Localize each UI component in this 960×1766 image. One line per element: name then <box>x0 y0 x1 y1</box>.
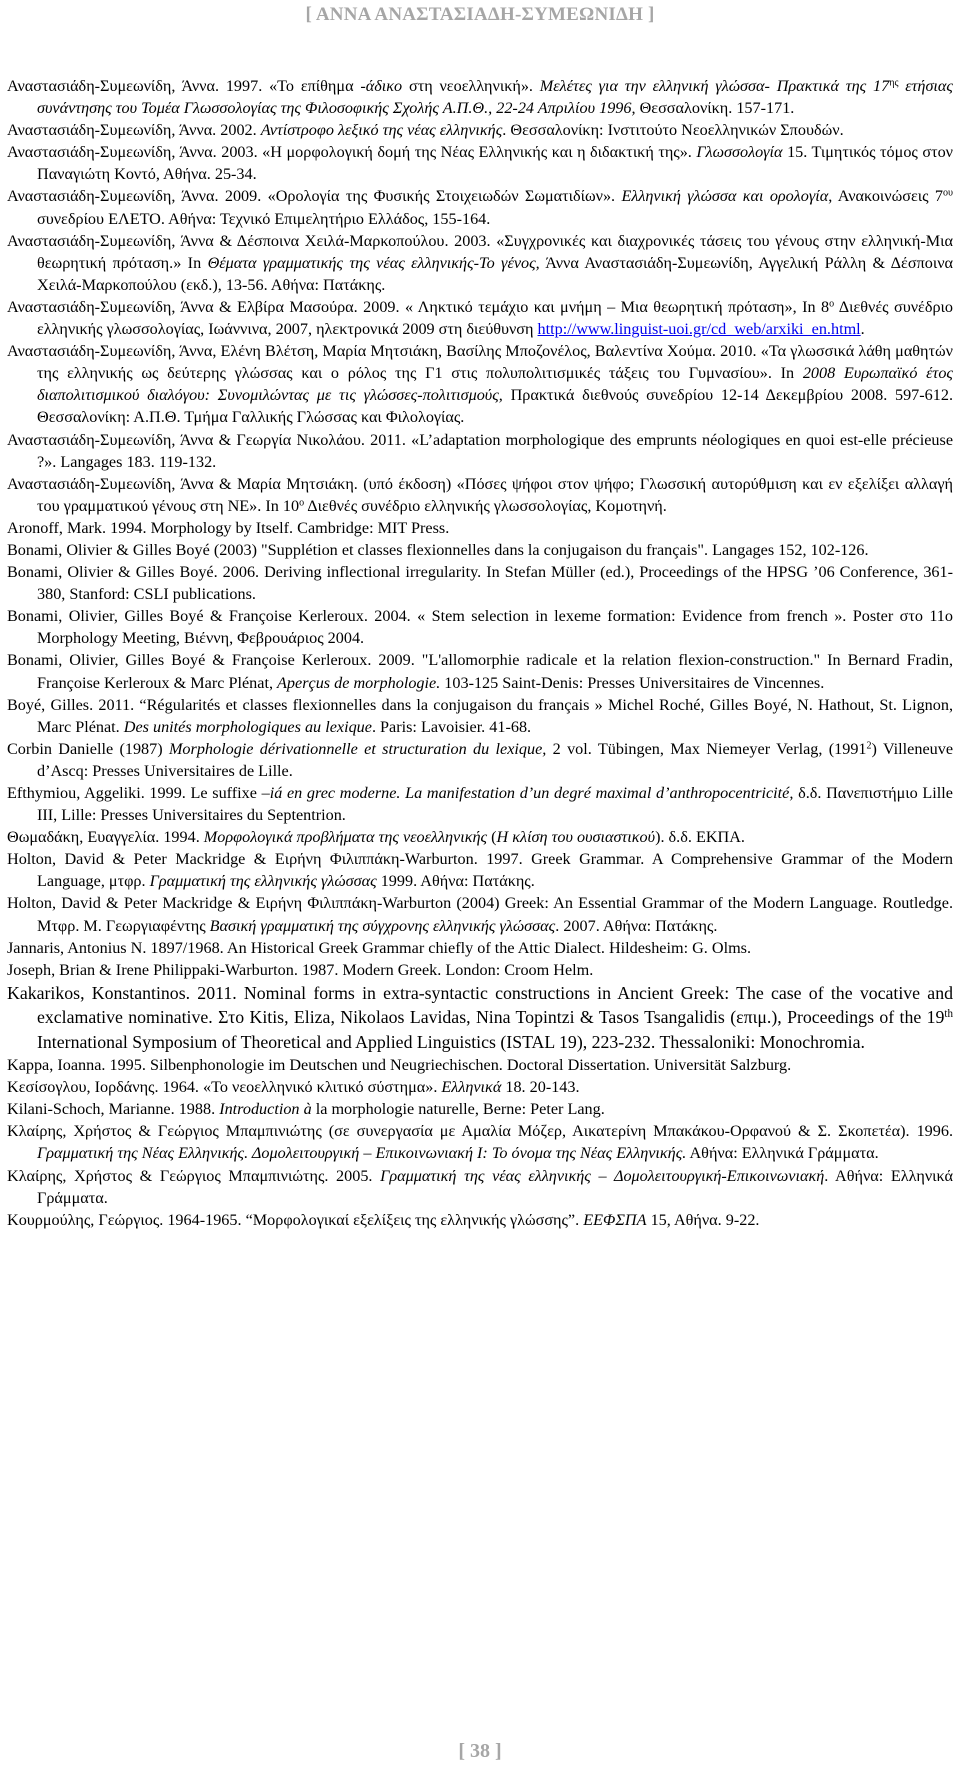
reference-text: Κλαίρης, Χρήστος & Γεώργιος Μπαμπινιώτης. 2005. <box>7 1166 381 1185</box>
reference-text: 18. 20-143. <box>501 1078 580 1097</box>
reference-entry <box>7 230 953 296</box>
reference-text: Αθήνα: Ελληνικά Γράμματα. <box>686 1144 879 1163</box>
reference-text: Aronoff, Mark. 1994. Morphology by Itself. Cambridge: MIT Press. <box>7 518 450 537</box>
reference-entry <box>7 517 953 539</box>
italic-text: Γραμματική της Νέας Ελληνικής. Δομολειτουργική – Επικοινωνιακή Ι: Το όνομα της Νέας Ελληνικής. <box>37 1144 687 1163</box>
reference-entry <box>7 605 953 649</box>
reference-text: Bonami, Olivier, Gilles Boyé & Françoise Kerleroux. 2004. « Stem selection in lexeme formation: Evidence from french ». Poster στο 11ο Morphology Meeting, Βιέννη, Φεβρουάριος 2004. <box>7 607 953 648</box>
italic-text: Ελληνική γλώσσα και ορολογία <box>621 187 829 206</box>
superscript-text: ου <box>942 187 953 199</box>
reference-text: . Paris: Lavoisier. 41-68. <box>371 717 532 736</box>
reference-text: Θωμαδάκη, Ευαγγελία. 1994. <box>7 828 204 847</box>
running-header: [ ΑΝΝΑ ΑΝΑΣΤΑΣΙΑΔΗ-ΣΥΜΕΩΝΙΔΗ ] <box>305 4 655 25</box>
reference-text: 2 vol. Tübingen, Max Niemeyer Verlag, (1991 <box>546 739 867 758</box>
reference-text: Αναστασιάδη-Συμεωνίδη, Άννα, Ελένη Βλέτση, Μαρία Μητσιάκη, Βασίλης Μποζονέλος, Βαλεντίνα Χούμα. 2010. «Τα γλωσσικά λάθη μαθητών της ελληνικής ως δεύτερης γλώσσας και ο ρόλος της Γ1 στις πολυπολιτισμικές τάξεις του Γυμνασίου». In <box>7 342 953 383</box>
superscript-text: 2 <box>866 740 872 752</box>
reference-text: Bonami, Olivier & Gilles Boyé. 2006. Deriving inflectional irregularity. In Stefan Müller (ed.), Proceedings of the HPSG ’06 Conference, 361-380, Stanford: CSLI publications. <box>7 563 953 604</box>
italic-text: –iá en grec moderne. La manifestation d’un degré maximal d’anthropocentricité, <box>261 784 794 802</box>
reference-text: δ.δ. Πανεπιστήμιο Lille III, Lille: Presses Universitaires du Septentrion. <box>37 784 953 825</box>
italic-text: Γλωσσολογία <box>696 143 783 162</box>
reference-entry <box>7 473 953 517</box>
reference-entry <box>7 649 953 693</box>
reference-text: Boyé, Gilles. 2011. “Régularités et classes flexionnelles dans la conjugaison du français » Michel Roché, Gilles Boyé, N. Hathout, St. Lignon, Marc Plénat. <box>7 695 953 736</box>
reference-entry <box>7 1054 953 1076</box>
reference-text: Joseph, Brian & Irene Philippaki-Warburton. 1987. Modern Greek. London: Croom Helm. <box>7 960 594 979</box>
italic-text: Ελληνικά <box>441 1078 502 1097</box>
reference-text: Kakarikos, Konstantinos. 2011. Nominal forms in extra-syntactic constructions in Ancient Greek: The case of the vocative and exclamative nominative. Στο Kitis, Eliza, Nikolaos Lavidas, Nina Topintzi & Tasos Tsangalidis (επιμ.), Proceedings of the 19 <box>7 982 953 1028</box>
italic-text: Βασική γραμματική της σύγχρονης ελληνικής γλώσσας <box>209 916 556 935</box>
reference-entry <box>7 1098 953 1120</box>
italic-text: Introduction à <box>219 1100 312 1119</box>
reference-text: , Ανακοινώσεις 7 <box>828 187 943 206</box>
reference-text: la morphologie naturelle, Berne: Peter Lang. <box>311 1100 605 1119</box>
reference-entry <box>7 937 953 959</box>
italic-text: Γραμματική της νέας ελληνικής – Δομολειτουργική-Επικοινωνιακή <box>380 1166 825 1185</box>
reference-text: ) Villeneuve d’Ascq: Presses Universitaires de Lille. <box>37 739 954 780</box>
reference-text: . Αθήνα: Ελληνικά Γράμματα. <box>37 1166 953 1207</box>
reference-text: 103-125 Saint-Denis: Presses Universitaires de Vincennes. <box>440 673 825 692</box>
italic-text: Μελέτες για την ελληνική γλώσσα- Πρακτικά της 17 <box>539 77 890 95</box>
reference-entry <box>7 141 953 185</box>
reference-text: . <box>860 320 865 339</box>
reference-text: Αναστασιάδη-Συμεωνίδη, Άννα. 2009. «Ορολογία της Φυσικής Στοιχειωδών Σωματιδίων». <box>7 187 622 206</box>
italic-text: Γραμματική της ελληνικής γλώσσας <box>149 872 377 891</box>
superscript-text: ης <box>889 77 899 89</box>
reference-text: Πρακτικά διεθνούς συνεδρίου 12-14 Δεκεμβρίου 2008. 597-612. Θεσσαλονίκη: Α.Π.Θ. Τμήμα Γαλλικής Γλώσσας και Φιλολογίας. <box>37 386 953 427</box>
reference-text: στη νεοελληνική». <box>402 77 540 95</box>
reference-text: Αναστασιάδη-Συμεωνίδη, Άννα. 2003. «Η μορφολογική δομή της Νέας Ελληνικής και η διδακτική της». <box>7 143 697 162</box>
reference-entry <box>7 75 953 119</box>
reference-text: Άννα Αναστασιάδη-Συμεωνίδη, Αγγελική Ράλλη & Δέσποινα Χειλά-Μαρκοπούλου (εκδ.), 13-56. Αθήνα: Πατάκης. <box>37 253 953 294</box>
italic-text: Μορφολογικά προβλήματα της νεοελληνικής <box>203 828 488 847</box>
reference-text: 1999. Αθήνα: Πατάκης. <box>376 872 535 891</box>
page-number: [ 38 ] <box>458 1740 502 1762</box>
reference-text: Efthymiou, Aggeliki. 1999. Le suffixe <box>7 784 262 802</box>
reference-text: Κεσίσογλου, Ιορδάνης. 1964. «Το νεοελληνικό κλιτικό σύστημα». <box>7 1078 442 1097</box>
italic-text: ΕΕΦΣΠΑ <box>583 1210 647 1229</box>
reference-text: Jannaris, Antonius N. 1897/1968. An Historical Greek Grammar chiefly of the Attic Dialect. Hildesheim: G. Olms. <box>7 938 752 957</box>
reference-entry <box>7 1076 953 1098</box>
reference-text: Κουρμούλης, Γεώργιος. 1964-1965. “Μορφολογικαί εξελίξεις της ελληνικής γλώσσης”. <box>7 1210 584 1229</box>
italic-text: Des unités morphologiques au lexique <box>123 717 372 736</box>
reference-text: Corbin Danielle (1987) <box>7 739 169 758</box>
reference-text: Κλαίρης, Χρήστος & Γεώργιος Μπαμπινιώτης (σε συνεργασία με Αμαλία Μόζερ, Αικατερίνη Μπακάκου-Ορφανού & Σ. Σκοπετέα). 1996. <box>7 1122 953 1141</box>
reference-text: Θεσσαλονίκη. 157-171. <box>635 99 795 118</box>
reference-entry <box>7 738 953 782</box>
reference-entry <box>7 981 953 1054</box>
italic-text: άδικο <box>365 77 403 95</box>
reference-text: Kappa, Ioanna. 1995. Silbenphonologie im Deutschen und Neugriechischen. Doctoral Dissertation. Universität Salzburg. <box>7 1056 792 1075</box>
reference-entry <box>7 1209 953 1231</box>
reference-list <box>7 75 953 1231</box>
reference-text: Bonami, Olivier, Gilles Boyé & Françoise Kerleroux. 2009. "L'allomorphie radicale et la relation flexion-construction." In Bernard Fradin, Françoise Kerleroux & Marc Plénat, <box>7 651 953 692</box>
italic-text: 2008 Ευρωπαϊκό έτος διαπολιτισμικού διαλόγου: Συνομιλώντας με τις γλώσσες-πολιτισμούς, <box>37 364 953 405</box>
reference-link[interactable]: http://www.linguist-uoi.gr/cd_web/arxiki_en.html <box>537 320 861 339</box>
reference-text: 15. Τιμητικός τόμος στον Παναγιώτη Κοντό, Αθήνα. 25-34. <box>37 143 953 184</box>
reference-text: Αναστασιάδη-Συμεωνίδη, Άννα & Δέσποινα Χειλά-Μαρκοπούλου. 2003. «Συγχρονικές και διαχρονικές τάσεις του γένους στην ελληνική-Μια θεωρητική πρόταση.» In <box>7 231 953 272</box>
italic-text: Θέματα γραμματικής της νέας ελληνικής-Το γένος, <box>207 253 540 272</box>
reference-entry <box>7 848 953 892</box>
reference-entry <box>7 959 953 981</box>
italic-text: Η κλίση του ουσιαστικού <box>496 828 656 847</box>
reference-entry <box>7 119 953 141</box>
reference-entry <box>7 694 953 738</box>
reference-entry <box>7 539 953 561</box>
reference-entry <box>7 340 953 428</box>
reference-text: Αναστασιάδη-Συμεωνίδη, Άννα. 2002. <box>7 121 261 140</box>
italic-text: Morphologie dérivationnelle et structuration du lexique, <box>168 739 547 758</box>
reference-text: . 2007. Αθήνα: Πατάκης. <box>555 916 718 935</box>
reference-text: Διεθνές συνέδριο ελληνικής γλωσσολογίας, Ιωάννινα, 2007, ηλεκτρονικά 2009 στη διεύθυνση <box>37 297 953 339</box>
superscript-text: ο <box>829 298 835 310</box>
reference-text: Διεθνές συνέδριο ελληνικής γλωσσολογίας, Κομοτηνή. <box>304 496 667 515</box>
reference-entry <box>7 561 953 605</box>
reference-text: Αναστασιάδη-Συμεωνίδη, Άννα & Ελβίρα Μασούρα. 2009. « Ληκτικό τεμάχιο και μνήμη – Μια θεωρητική πρόταση», In 8 <box>7 297 830 316</box>
reference-entry <box>7 296 953 340</box>
reference-entry <box>7 1120 953 1164</box>
reference-text: International Symposium of Theoretical and Applied Linguistics (ISTAL 19), 223-232. Thessaloniki: Monochromia. <box>37 1031 865 1052</box>
reference-text: Bonami, Olivier & Gilles Boyé (2003) "Supplétion et classes flexionnelles dans la conjugaison du français". Langages 152, 102-126. <box>7 540 869 559</box>
reference-text: 15, Αθήνα. 9-22. <box>646 1210 760 1229</box>
reference-entry <box>7 782 953 826</box>
reference-text: Αναστασιάδη-Συμεωνίδη, Άννα. 1997. «Το επίθημα - <box>7 77 366 95</box>
italic-text: Aperçus de morphologie. <box>277 673 441 692</box>
reference-entry <box>7 892 953 936</box>
reference-text: Kilani-Schoch, Marianne. 1988. <box>7 1100 220 1119</box>
reference-text: . Θεσσαλονίκη: Ινστιτούτο Νεοελληνικών Σπουδών. <box>502 121 844 140</box>
reference-entry <box>7 1165 953 1209</box>
reference-text: Αναστασιάδη-Συμεωνίδη, Άννα & Γεωργία Νικολάου. 2011. «L’adaptation morphologique des emprunts néologiques en quoi est-elle précieuse ?». Langages 183. 119-132. <box>7 430 953 471</box>
italic-text: Αντίστροφο λεξικό της νέας ελληνικής <box>260 121 503 140</box>
reference-text: ). δ.δ. ΕΚΠΑ. <box>655 828 745 847</box>
reference-text: Holton, David & Peter Mackridge & Ειρήνη Φιλιππάκη-Warburton (2004) Greek: An Essential Grammar of the Modern Language. Routledge. Μτφρ. Μ. Γεωργιαφέντης <box>7 894 953 935</box>
reference-entry <box>7 826 953 848</box>
reference-text: ( <box>487 828 497 847</box>
reference-entry <box>7 429 953 473</box>
italic-text: ετήσιας συνάντησης του Τομέα Γλωσσολογίας της Φιλοσοφικής Σχολής Α.Π.Θ., 22-24 Απριλίου 1996, <box>37 77 953 118</box>
reference-text: Holton, David & Peter Mackridge & Ειρήνη Φιλιππάκη-Warburton. 1997. Greek Grammar. A Comprehensive Grammar of the Modern Language, μτφρ. <box>7 850 953 891</box>
superscript-text: th <box>944 1008 953 1021</box>
reference-text: συνεδρίου ΕΛΕΤΟ. Αθήνα: Τεχνικό Επιμελητήριο Ελλάδος, 155-164. <box>37 209 491 228</box>
reference-text: Αναστασιάδη-Συμεωνίδη, Άννα & Μαρία Μητσιάκη. (υπό έκδοση) «Πόσες ψήφοι στον ψήφο; Γλωσσική αυτορύθμιση και εν εξελίξει αλλαγή του γραμματικού γένους στη ΝΕ». In 10 <box>7 474 953 515</box>
reference-entry <box>7 185 953 229</box>
superscript-text: ο <box>299 497 305 509</box>
